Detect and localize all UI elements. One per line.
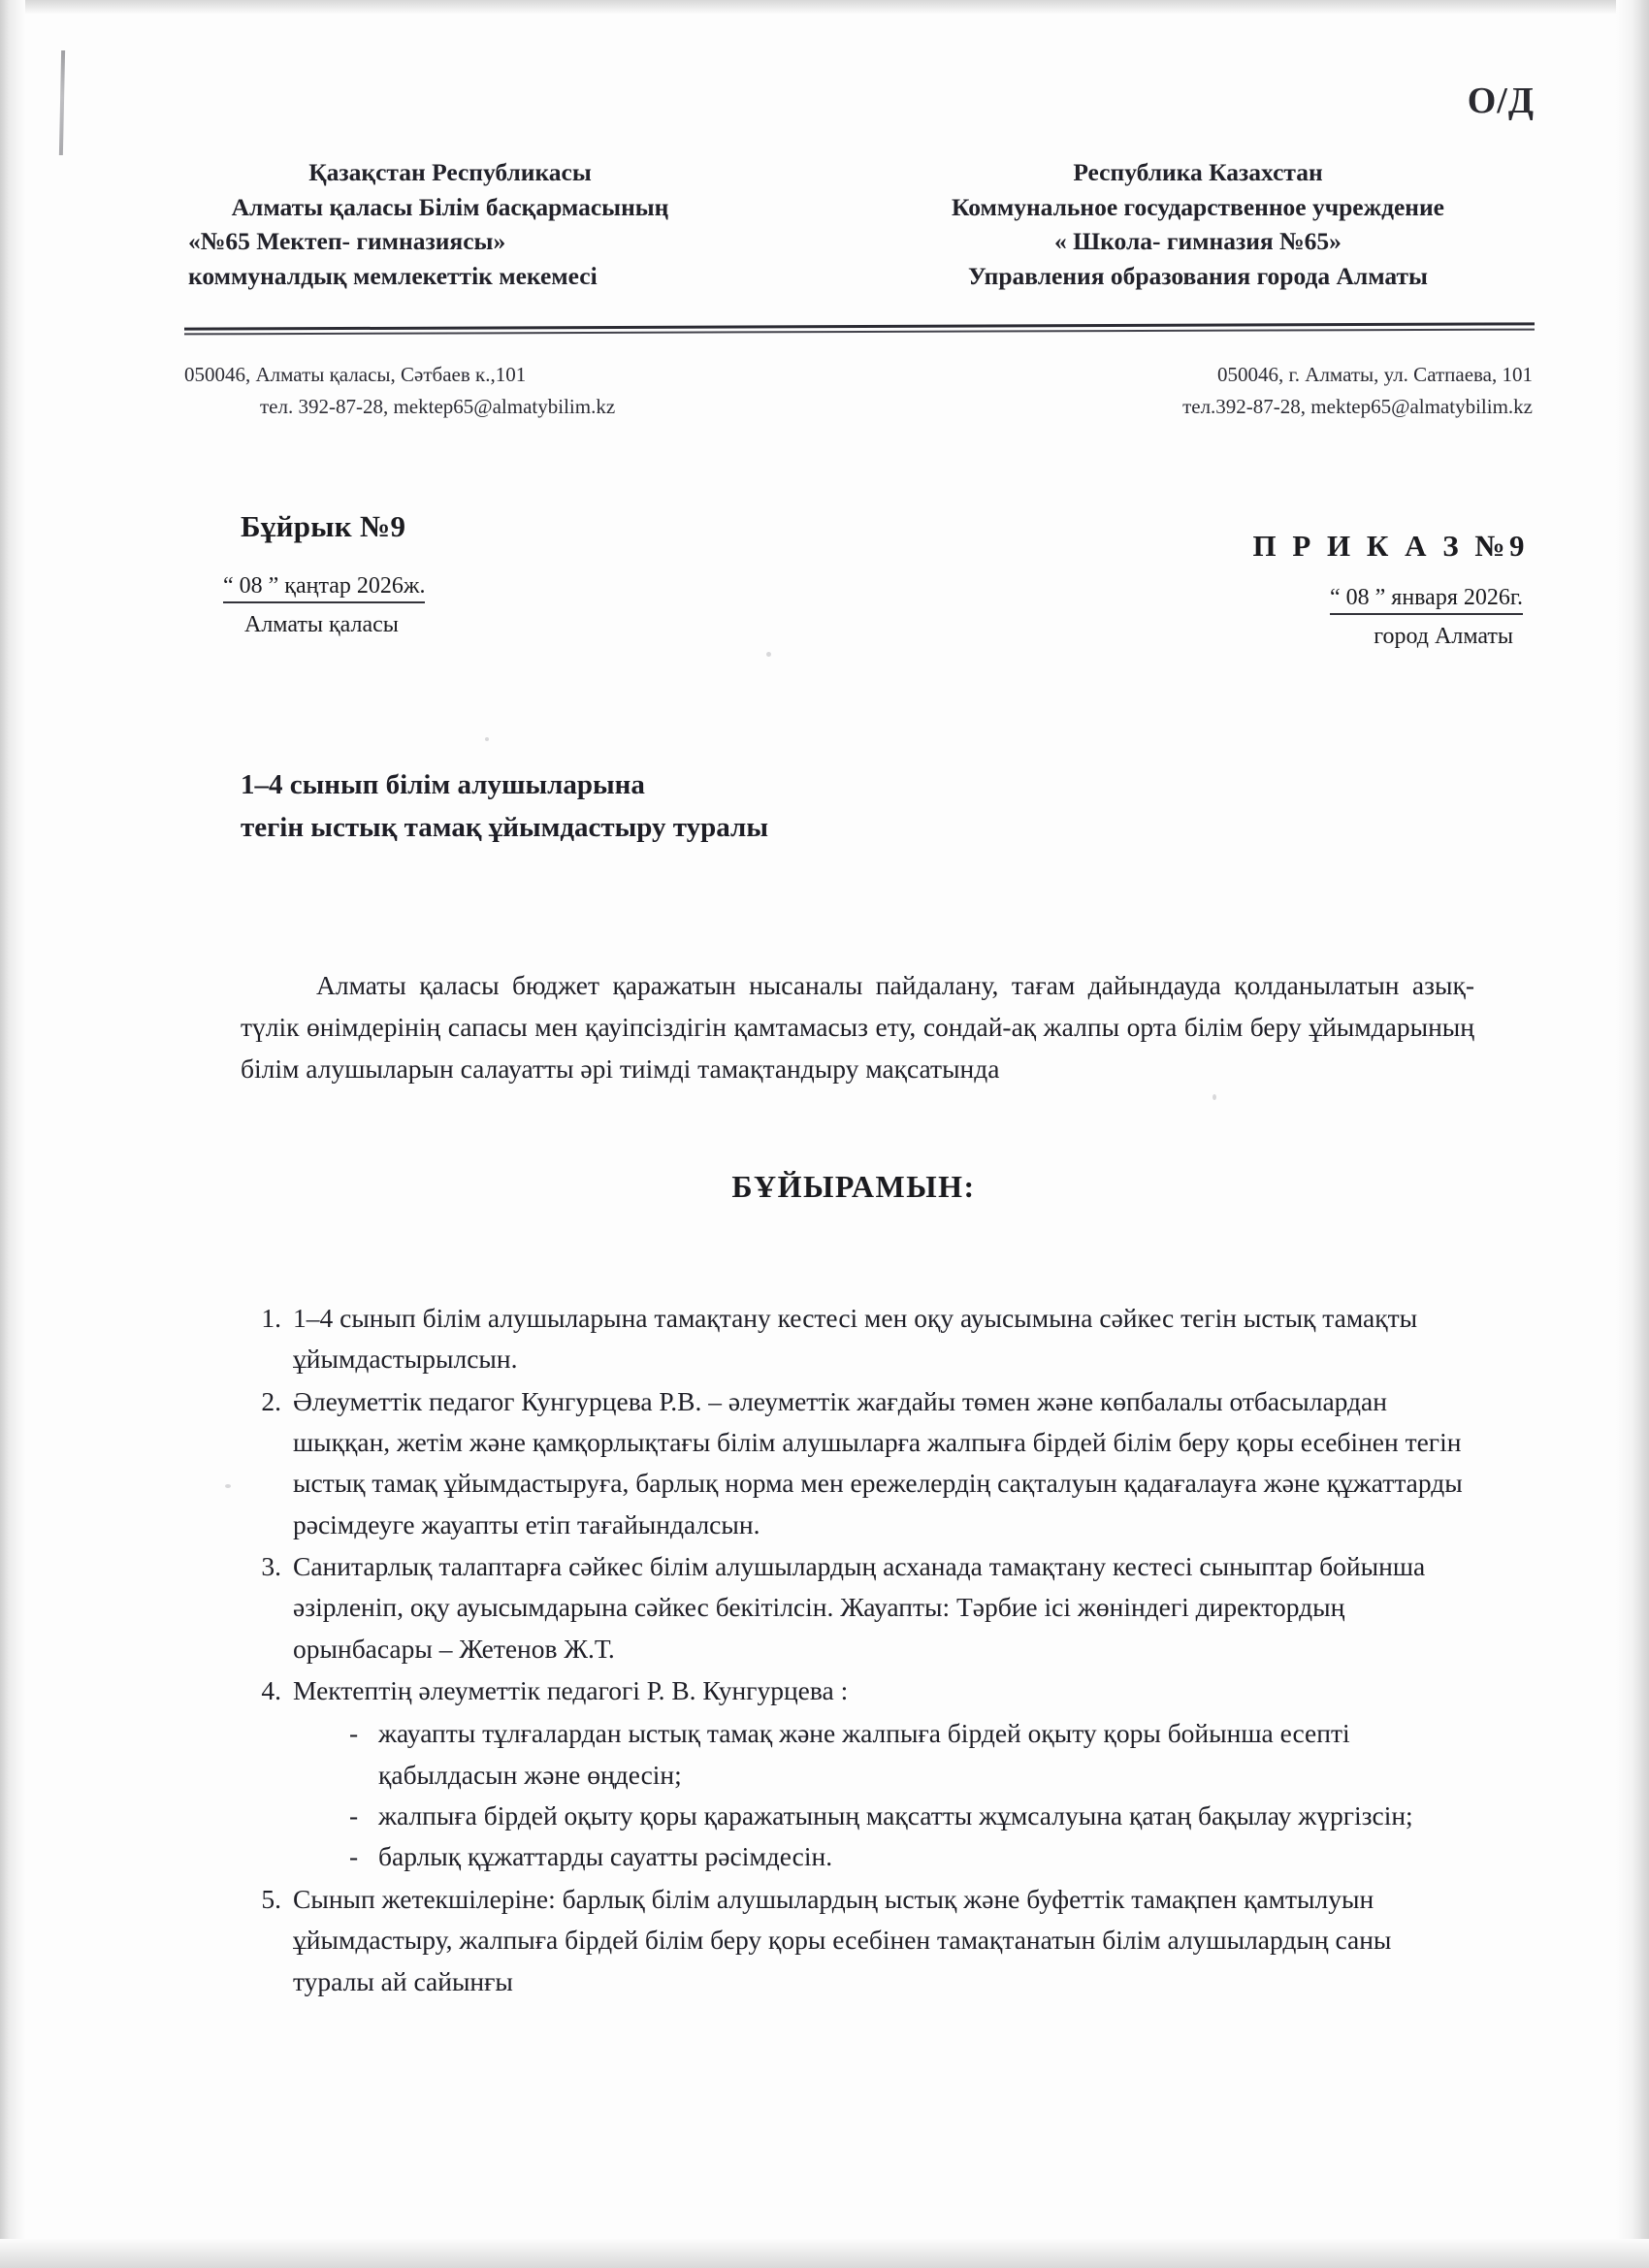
order-header [184,509,1535,650]
order-item [241,1670,1474,1878]
order-subitem-text: барлық құжаттарды сауатты рәсімдесін. [378,1841,833,1872]
order-subitem [293,1713,1474,1796]
scan-speck [485,737,489,741]
order-item [241,1381,1474,1545]
order-header-russian [1030,509,1535,650]
order-title-russian: П Р И К А З №9 [1252,529,1529,563]
contact-kazakh [184,359,728,422]
letterhead-russian-line-1: Республика Казахстан [1073,158,1323,186]
order-subitem [293,1836,1474,1877]
contact-kazakh-address: 050046, Алматы қаласы, Сәтбаев к.,101 [184,363,527,386]
order-item [241,1546,1474,1669]
order-header-kazakh [184,509,689,638]
order-item [241,1298,1474,1380]
contact-russian [989,359,1533,422]
letterhead-kazakh-line-3: «№65 Мектеп- гимназиясы» [188,227,506,256]
order-subitem-marker: - [349,1841,359,1872]
order-subitems-list [293,1713,1474,1877]
document-subject-line-1: 1–4 сынып білім алушыларына [241,769,645,800]
order-items-list [241,1298,1474,2003]
order-item-text: Санитарлық талаптарға сәйкес білім алушылардың асханада тамақтану кестесі сыныптар бойынша әзірленіп, оқу ауысымдарына сәйкес бекітілсін. Жауапты: Тәрбие ісі жөніндегі директордың орынбасары – Жетенов Ж.Т. [293,1551,1426,1664]
order-date-kazakh: “ 08 ” қаңтар 2026ж. [223,573,425,603]
order-subitem-text: жалпыға бірдей оқыту қоры қаражатының мақсатты жұмсалуына қатаң бақылау жүргізсін; [378,1800,1413,1831]
document-subject [241,763,768,849]
contact-russian-address: 050046, г. Алматы, ул. Сатпаева, 101 [1217,363,1533,386]
order-subitem-marker: - [349,1800,359,1831]
order-item-number: 2. [261,1385,281,1416]
scan-edge-top [0,0,1649,14]
order-item-text: Мектептің әлеуметтік педагогі Р. В. Кунгурцева : [293,1675,849,1706]
order-subitem [293,1796,1474,1836]
scan-speck [1212,1094,1216,1100]
letterhead-russian-line-3: « Школа- гимназия №65» [1054,227,1342,256]
order-item-number: 4. [261,1675,281,1706]
order-subitem-text: жауапты тұлғалардан ыстық тамақ және жалпыға бірдей оқыту қоры бойынша есепті қабылдасын және өңдесін; [378,1718,1350,1790]
letterhead-divider-rule [184,325,1535,333]
order-item-number: 1. [261,1303,281,1333]
order-city-russian: город Алматы [1374,624,1513,649]
order-title-kazakh: Бұйрык №9 [241,509,406,543]
order-item-text: 1–4 сынып білім алушыларына тамақтану кестесі мен оқу ауысымына сәйкес тегін ыстық тамақты ұйымдастырылсын. [293,1303,1418,1375]
letterhead-russian-line-2: Коммунальное государственное учреждение [951,192,1445,221]
document-subject-line-2: тегін ыстық тамақ ұйымдастыру туралы [241,812,768,844]
letterhead-russian-line-4: Управления образования города Алматы [968,262,1428,291]
letterhead-kazakh [178,155,722,294]
scan-speck [225,1484,231,1488]
order-date-russian: “ 08 ” января 2026г. [1330,585,1523,615]
margin-pen-mark [59,50,65,155]
order-item-number: 5. [261,1883,281,1914]
orders-keyword: БҰЙЫРАМЫН: [731,1169,976,1204]
order-item [241,1879,1474,2002]
contact-block [184,359,1533,422]
classification-mark: О/Д [1467,81,1535,121]
contact-russian-phone-email: тел.392-87-28, mektep65@almatybilim.kz [1182,394,1533,418]
contact-kazakh-phone-email: тел. 392-87-28, mektep65@almatybilim.kz [260,394,616,418]
scan-edge-left [0,0,25,2268]
order-subitem-marker: - [349,1718,359,1749]
letterhead-kazakh-line-1: Қазақстан Республикасы [308,158,592,186]
order-item-text-group [293,1670,1474,1878]
order-item-text: Әлеуметтік педагог Кунгурцева Р.В. – әлеуметтік жағдайы төмен және көпбалалы отбасылардан шыққан, жетім және қамқорлықтағы білім алушыларға жалпыға бірдей білім беру қоры есебінен тегін ыстық тамақ ұйымдастыруға, барлық норма мен ережелердің сақталуын қадағалауға және құжаттарды рәсімдеуге жауапты етіп тағайындалсын. [293,1385,1463,1539]
order-city-kazakh: Алматы қаласы [244,612,399,637]
scan-edge-bottom [0,2239,1649,2268]
order-item-text: Сынып жетекшілеріне: барлық білім алушылардың ыстық және буфеттік тамақпен қамтылуын ұйымдастыру, жалпыға бірдей білім беру қоры есебінен тамақтанатын білім алушылардың саны туралы ай сайынғы [293,1883,1392,1996]
letterhead-kazakh-line-4: коммуналдық мемлекеттік мекемесі [188,262,598,291]
order-item-number: 3. [261,1551,281,1582]
scan-speck [766,652,771,657]
scan-edge-right [1616,0,1649,2268]
preamble-paragraph: Алматы қаласы бюджет қаражатын нысаналы пайдалану, тағам дайындауда қолданылатын азық-түлік өнімдерінің сапасы мен қауіпсіздігін қамтамасыз ету, сондай-ақ жалпы орта білім беру ұйымдарының білім алушыларын салауатты әрі тиімді тамақтандыру мақсатында [241,970,1474,1084]
letterhead [184,155,1533,294]
letterhead-kazakh-line-2: Алматы қаласы Білім басқармасының [231,192,669,221]
letterhead-russian [863,155,1533,294]
